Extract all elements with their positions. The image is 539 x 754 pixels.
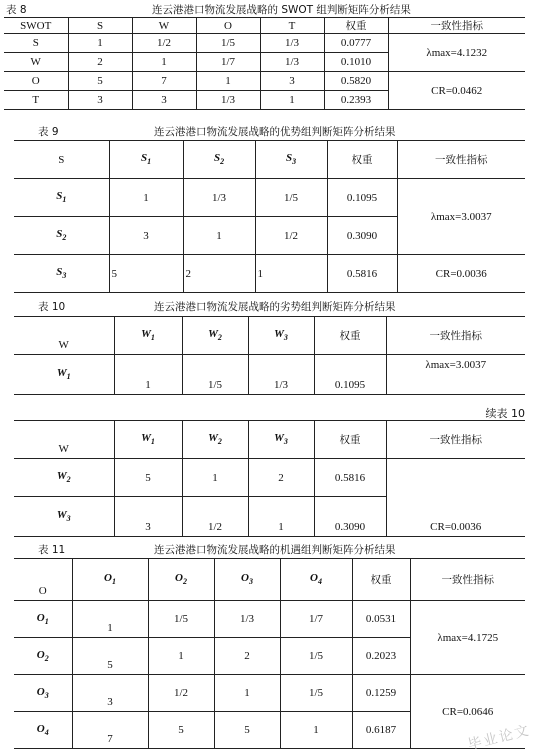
table10b-header-consistency: 一致性指标	[386, 421, 525, 459]
table9	[14, 140, 525, 293]
table10b-cell: 0.5816	[314, 459, 386, 497]
watermark: 毕业论文	[466, 722, 533, 754]
table8-cell: 1/3	[260, 53, 324, 72]
table8-number: 表 8	[6, 4, 27, 16]
table8-header-cell: 权重	[324, 18, 388, 34]
table8-cell: T	[4, 91, 68, 110]
table10-number: 表 10	[38, 301, 66, 313]
table10-lambda: λmax=3.0037	[386, 355, 525, 395]
table8-cell: 1/7	[196, 53, 260, 72]
table10-header-corner: W	[14, 317, 114, 355]
table8-cr: CR=0.0462	[388, 72, 525, 110]
table11-cell: 1	[72, 601, 148, 638]
table8-header-cell: SWOT	[4, 18, 68, 34]
table8-cell: 1/2	[132, 34, 196, 53]
table10-cell: 1/3	[248, 355, 314, 395]
table11-cell: 0.0531	[352, 601, 410, 638]
table9-header-s2: $S_2$	[183, 141, 255, 179]
table8-cell: 1	[196, 72, 260, 91]
table11-row-label: $O_1$	[14, 601, 72, 638]
table10-header-consistency: 一致性指标	[386, 317, 525, 355]
table8-header-cell: O	[196, 18, 260, 34]
table11-cell: 1/5	[280, 638, 352, 675]
table8-cell: 1	[260, 91, 324, 110]
table8-cell: 1	[68, 34, 132, 53]
table9-cr: CR=0.0036	[397, 255, 525, 293]
table8-title: 连云港港口物流发展战略的 SWOT 组判断矩阵分析结果	[152, 4, 411, 16]
table9-header-s3: $S_3$	[255, 141, 327, 179]
table9-cell: 1	[109, 179, 183, 217]
table8-caption	[6, 2, 536, 16]
table8-cell: O	[4, 72, 68, 91]
table9-cell: 3	[109, 217, 183, 255]
table8-cell: 1/5	[196, 34, 260, 53]
table9-cell: 1/3	[183, 179, 255, 217]
table11-cell: 1	[148, 638, 214, 675]
table11-number: 表 11	[38, 544, 66, 556]
table9-header-corner: S	[14, 141, 109, 179]
table11-header-o1: $O_1$	[72, 559, 148, 601]
table8-cell: 7	[132, 72, 196, 91]
table8-cell: 1/3	[260, 34, 324, 53]
table11-cell: 5	[72, 638, 148, 675]
table9-cell: 1/5	[255, 179, 327, 217]
table8-header-cell: T	[260, 18, 324, 34]
table8-cell: 1/3	[196, 91, 260, 110]
table10-title: 连云港港口物流发展战略的劣势组判断矩阵分析结果	[154, 301, 396, 313]
table11-cell: 1	[280, 712, 352, 749]
table11-cell: 1/5	[280, 675, 352, 712]
table11-cell: 1/7	[280, 601, 352, 638]
table11-cell: 1/5	[148, 601, 214, 638]
table11-cell: 0.6187	[352, 712, 410, 749]
table11-cell: 5	[214, 712, 280, 749]
table10-cell: 1/5	[182, 355, 248, 395]
table11-cell: 2	[214, 638, 280, 675]
table9-cell: 1/2	[255, 217, 327, 255]
table8-cell: 3	[68, 91, 132, 110]
table8-cell: 1	[132, 53, 196, 72]
table10b-cell: 5	[114, 459, 182, 497]
table10-continued-label: 续表 10	[485, 407, 525, 420]
table10b-header-w1: $W_1$	[114, 421, 182, 459]
table10b-cell: 1/2	[182, 497, 248, 537]
table10-header-w2: $W_2$	[182, 317, 248, 355]
table9-row-label: $S_2$	[14, 217, 109, 255]
table10b-header-corner: W	[14, 421, 114, 459]
table10b-header-w3: $W_3$	[248, 421, 314, 459]
table9-row-label: $S_1$	[14, 179, 109, 217]
table11-cell: 7	[72, 712, 148, 749]
table9-row-label: $S_3$	[14, 255, 109, 293]
table10-row-label: $W_1$	[14, 355, 114, 395]
table11-cr: CR=0.0646	[410, 675, 525, 749]
table11-row-label: $O_2$	[14, 638, 72, 675]
table9-cell: 5	[109, 255, 183, 293]
table8-cell: 5	[68, 72, 132, 91]
table9-cell: 1	[255, 255, 327, 293]
table11-cell: 1	[214, 675, 280, 712]
table8	[4, 17, 525, 110]
table10b-header-w2: $W_2$	[182, 421, 248, 459]
table10	[14, 316, 525, 395]
table11-header-consistency: 一致性指标	[410, 559, 525, 601]
table9-number: 表 9	[38, 126, 59, 138]
table11-caption	[38, 542, 528, 556]
table8-cell: 0.1010	[324, 53, 388, 72]
table9-cell: 0.3090	[327, 217, 397, 255]
table11-cell: 1/3	[214, 601, 280, 638]
table8-cell: 3	[260, 72, 324, 91]
table11-header-o3: $O_3$	[214, 559, 280, 601]
table9-cell: 2	[183, 255, 255, 293]
table11-header-corner: O	[14, 559, 72, 601]
table10b-cell: 0.3090	[314, 497, 386, 537]
table11-row-label: $O_4$	[14, 712, 72, 749]
table10-header-w3: $W_3$	[248, 317, 314, 355]
table11-header-o2: $O_2$	[148, 559, 214, 601]
table11-title: 连云港港口物流发展战略的机遇组判断矩阵分析结果	[154, 544, 396, 556]
table11-header-o4: $O_4$	[280, 559, 352, 601]
table10b-cell: 2	[248, 459, 314, 497]
table10-header-w1: $W_1$	[114, 317, 182, 355]
table11-header-weight: 权重	[352, 559, 410, 601]
table8-header-cell: 一致性指标	[388, 18, 525, 34]
table9-caption	[38, 124, 528, 138]
table11-cell: 0.1259	[352, 675, 410, 712]
table8-header-cell: W	[132, 18, 196, 34]
table8-cell: 0.5820	[324, 72, 388, 91]
table9-header-weight: 权重	[327, 141, 397, 179]
table10b-cell: 3	[114, 497, 182, 537]
table10b-cell: 1	[248, 497, 314, 537]
table8-cell: 2	[68, 53, 132, 72]
table11-row-label: $O_3$	[14, 675, 72, 712]
table10b-row-label: $W_3$	[14, 497, 114, 537]
table9-cell: 1	[183, 217, 255, 255]
table8-cell: 3	[132, 91, 196, 110]
table11	[14, 558, 525, 749]
table11-cell: 5	[148, 712, 214, 749]
table10-cell: 0.1095	[314, 355, 386, 395]
table10b-cell: 1	[182, 459, 248, 497]
table10-caption	[38, 299, 528, 313]
table10b-header-weight: 权重	[314, 421, 386, 459]
table8-cell: 0.0777	[324, 34, 388, 53]
table8-cell: S	[4, 34, 68, 53]
table8-cell: W	[4, 53, 68, 72]
table10b-cr: CR=0.0036	[386, 459, 525, 537]
table10-header-weight: 权重	[314, 317, 386, 355]
table10-cell: 1	[114, 355, 182, 395]
table9-cell: 0.5816	[327, 255, 397, 293]
table10b-row-label: $W_2$	[14, 459, 114, 497]
table9-header-consistency: 一致性指标	[397, 141, 525, 179]
table11-cell: 3	[72, 675, 148, 712]
table8-lambda: λmax=4.1232	[388, 34, 525, 72]
table11-cell: 0.2023	[352, 638, 410, 675]
table9-title: 连云港港口物流发展战略的优势组判断矩阵分析结果	[154, 126, 396, 138]
table11-cell: 1/2	[148, 675, 214, 712]
table9-header-s1: $S_1$	[109, 141, 183, 179]
table10-continued	[14, 420, 525, 537]
table11-lambda: λmax=4.1725	[410, 601, 525, 675]
table8-cell: 0.2393	[324, 91, 388, 110]
table9-lambda: λmax=3.0037	[397, 179, 525, 255]
table8-header-cell: S	[68, 18, 132, 34]
table9-cell: 0.1095	[327, 179, 397, 217]
